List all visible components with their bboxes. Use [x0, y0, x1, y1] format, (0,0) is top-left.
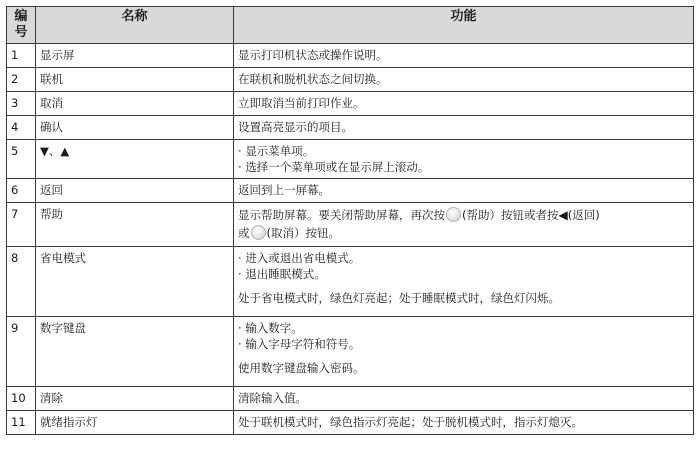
bullet-item: · 输入字母字符和符号。	[238, 336, 689, 352]
bullet-item: · 输入数字。	[238, 320, 689, 336]
header-number: 编号	[7, 7, 36, 44]
table-row	[7, 387, 694, 411]
row-name: ▼、▲	[36, 140, 234, 179]
row-name: 数字键盘	[36, 317, 234, 387]
row-number: 8	[7, 247, 36, 317]
row-name: 就绪指示灯	[36, 411, 234, 435]
bullet-item: · 选择一个菜单项或在显示屏上滚动。	[238, 159, 689, 175]
table-row	[7, 179, 694, 203]
row-number: 3	[7, 92, 36, 116]
control-panel-table	[6, 6, 694, 435]
row-name: 返回	[36, 179, 234, 203]
row-number: 9	[7, 317, 36, 387]
row-function	[234, 140, 694, 179]
row-name: 省电模式	[36, 247, 234, 317]
row-name: 清除	[36, 387, 234, 411]
row-number: 10	[7, 387, 36, 411]
help-text-part: 或	[238, 226, 250, 240]
row-number: 11	[7, 411, 36, 435]
row-name: 联机	[36, 68, 234, 92]
row-number: 7	[7, 203, 36, 247]
table-row	[7, 317, 694, 387]
help-text-part: (帮助）按钮或者按	[462, 208, 559, 222]
table-row	[7, 203, 694, 247]
row-function: 设置高亮显示的项目。	[234, 116, 694, 140]
header-function: 功能	[234, 7, 694, 44]
row-function: 立即取消当前打印作业。	[234, 92, 694, 116]
row-number: 1	[7, 44, 36, 68]
row-name: 取消	[36, 92, 234, 116]
header-name: 名称	[36, 7, 234, 44]
row-name: 帮助	[36, 203, 234, 247]
round-button-icon	[251, 225, 266, 240]
row-number: 4	[7, 116, 36, 140]
row-name: 确认	[36, 116, 234, 140]
row-function: 返回到上一屏幕。	[234, 179, 694, 203]
left-triangle-icon: ◀	[558, 208, 568, 222]
row-note: 处于省电模式时，绿色灯亮起；处于睡眠模式时，绿色灯闪烁。	[238, 291, 560, 305]
row-function: 清除输入值。	[234, 387, 694, 411]
bullet-item: · 显示菜单项。	[238, 143, 689, 159]
table-row	[7, 411, 694, 435]
row-function	[234, 247, 694, 317]
help-text-part: (返回)	[567, 208, 600, 222]
row-function: 处于联机模式时，绿色指示灯亮起；处于脱机模式时，指示灯熄灭。	[234, 411, 694, 435]
row-function	[234, 317, 694, 387]
row-number: 2	[7, 68, 36, 92]
row-function	[234, 203, 694, 247]
bullet-item: · 进入或退出省电模式。	[238, 250, 689, 266]
row-note: 使用数字键盘输入密码。	[238, 361, 365, 375]
help-text-part: (取消）按钮。	[266, 226, 340, 240]
table-row	[7, 44, 694, 68]
table-header-row	[7, 7, 694, 44]
row-function: 显示打印机状态或操作说明。	[234, 44, 694, 68]
table-row	[7, 140, 694, 179]
table-row	[7, 247, 694, 317]
row-number: 5	[7, 140, 36, 179]
row-name: 显示屏	[36, 44, 234, 68]
help-text-part: 显示帮助屏幕。要关闭帮助屏幕，再次按	[238, 208, 445, 222]
table-row	[7, 116, 694, 140]
row-function: 在联机和脱机状态之间切换。	[234, 68, 694, 92]
table-row	[7, 68, 694, 92]
row-number: 6	[7, 179, 36, 203]
bullet-item: · 退出睡眠模式。	[238, 266, 689, 282]
table-row	[7, 92, 694, 116]
round-button-icon	[446, 207, 461, 222]
